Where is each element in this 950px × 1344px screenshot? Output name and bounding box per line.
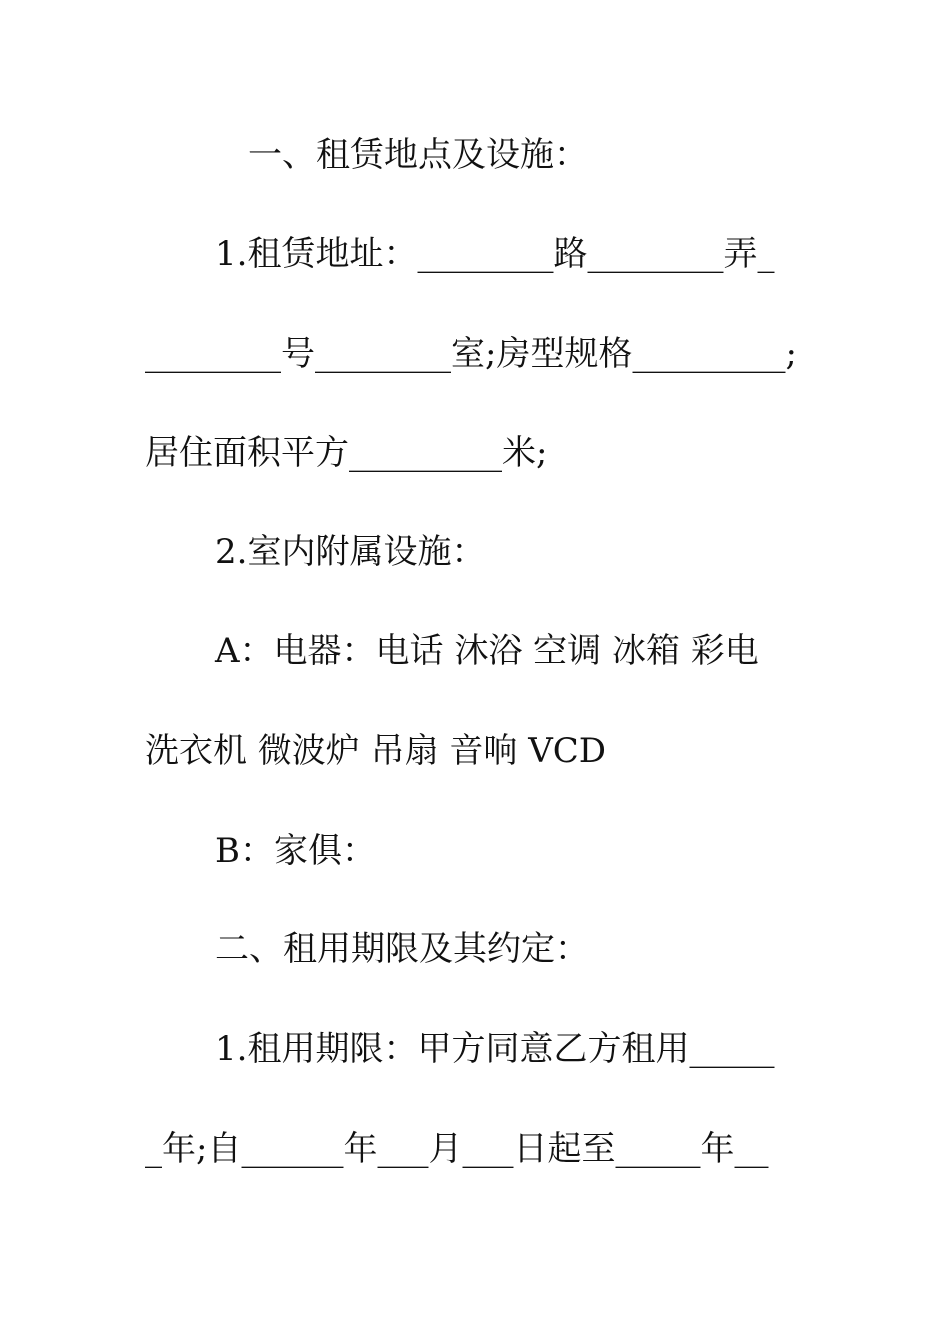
paragraph-line: 1.租用期限：甲方同意乙方租用_____ xyxy=(215,1029,775,1069)
paragraph-line: B：家俱： xyxy=(215,831,376,871)
paragraph-line: 洗衣机 微波炉 吊扇 音响 VCD xyxy=(145,731,607,771)
paragraph-line: 1.租赁地址：________路________弄_ xyxy=(215,234,775,274)
section-heading-1: 一、租赁地点及设施： xyxy=(248,135,588,175)
section-heading-2: 二、租用期限及其约定： xyxy=(215,929,589,969)
paragraph-line: ________号________室;房型规格_________; xyxy=(145,334,797,374)
paragraph-line: 居住面积平方_________米; xyxy=(145,433,548,473)
paragraph-line: 2.室内附属设施： xyxy=(215,532,486,572)
paragraph-line: A：电器：电话 沐浴 空调 冰箱 彩电 xyxy=(215,631,759,671)
paragraph-line: _年;自______年___月___日起至_____年__ xyxy=(145,1129,769,1169)
